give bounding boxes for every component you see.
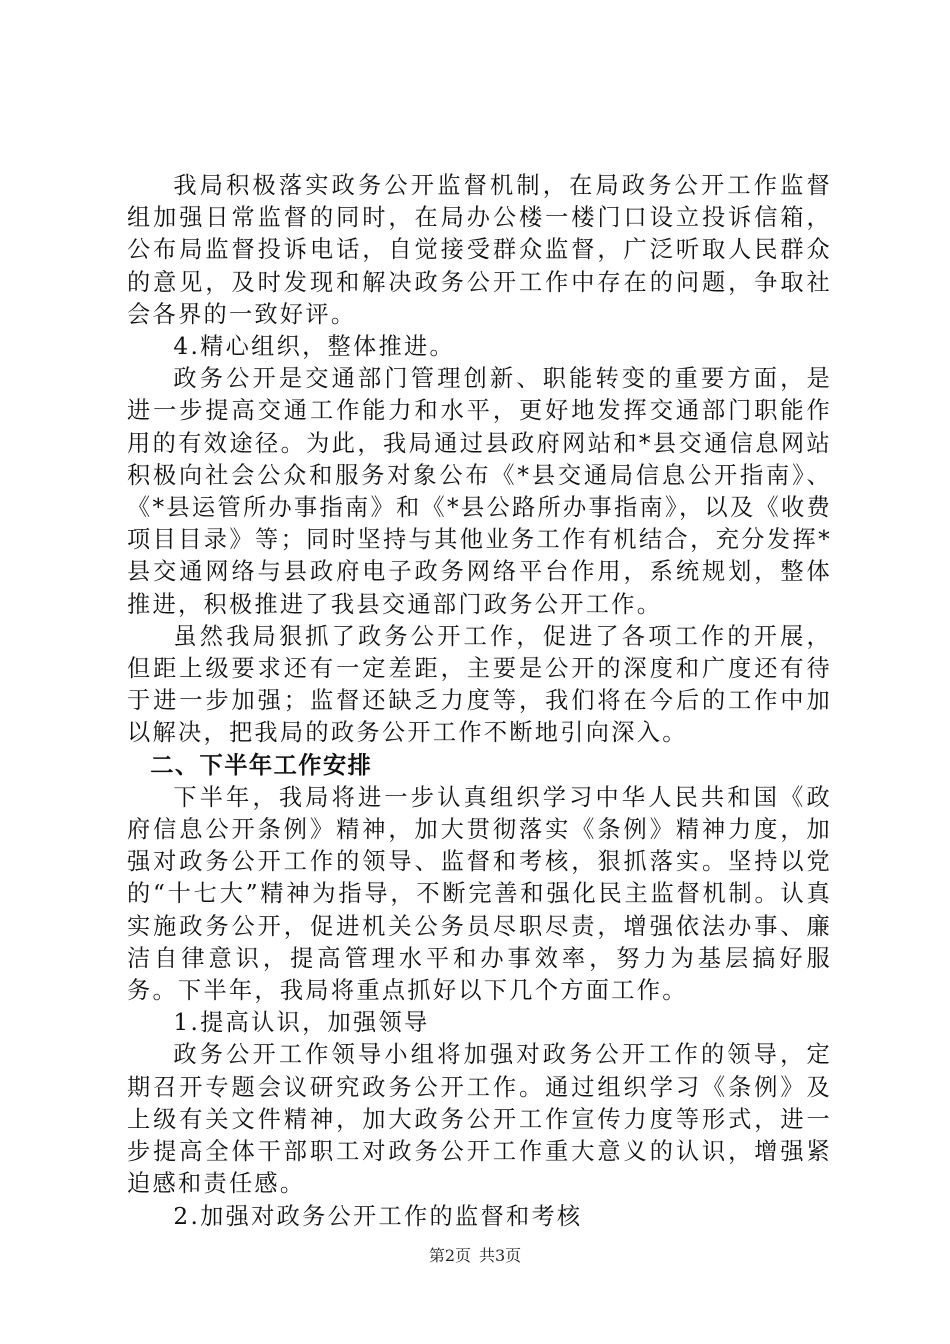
paragraph-item-1-title: 1.提高认识，加强领导	[173, 1009, 430, 1037]
section-heading-second-half-plan: 二、下半年工作安排	[150, 751, 373, 779]
paragraph-second-half-overview: 下半年，我局将进一步认真组织学习中华人民共和国《政府信息公开条例》精神，加大贯彻落实《条例》精神力度，加强对政务公开工作的领导、监督和考核，狠抓落实。坚持以党的“十七大”精神为指导，不断完善和强化民主监督机制。认真实施政务公开，促进机关公务员尽职尽责，增强依法办事、廉洁自律意识，提高管理水平和办事效率，努力为基层搞好服务。下半年，我局将重点抓好以下几个方面工作。	[127, 783, 832, 1005]
paragraph-item-4-title: 4.精心组织，整体推进。	[173, 333, 455, 361]
paragraph-shortcomings: 虽然我局狠抓了政务公开工作，促进了各项工作的开展，但距上级要求还有一定差距，主要是公开的深度和广度还有待于进一步加强；监督还缺乏力度等，我们将在今后的工作中加以解决，把我局的政务公开工作不断地引向深入。	[127, 622, 832, 747]
page-number: 第2页	[428, 1246, 471, 1265]
page-total: 共3页	[479, 1246, 522, 1265]
paragraph-supervision-mechanism: 我局积极落实政务公开监督机制，在局政务公开工作监督组加强日常监督的同时，在局办公楼一楼门口设立投诉信箱，公布局监督投诉电话，自觉接受群众监督，广泛听取人民群众的意见，及时发现和解决政务公开工作中存在的问题，争取社会各界的一致好评。	[127, 172, 832, 328]
page-footer	[0, 1246, 950, 1266]
document-body	[127, 170, 832, 1233]
paragraph-item-2-title: 2.加强对政务公开工作的监督和考核	[173, 1202, 583, 1230]
paragraph-leadership: 政务公开工作领导小组将加强对政务公开工作的领导，定期召开专题会议研究政务公开工作。通过组织学习《条例》及上级有关文件精神，加大政务公开工作宣传力度等形式，进一步提高全体干部职工对政务公开工作重大意义的认识，增强紧迫感和责任感。	[127, 1041, 832, 1198]
paragraph-open-government-importance: 政务公开是交通部门管理创新、职能转变的重要方面，是进一步提高交通工作能力和水平，更好地发挥交通部门职能作用的有效途径。为此，我局通过县政府网站和*县交通信息网站积极向社会公众和服务对象公布《*县交通局信息公开指南》、《*县运管所办事指南》和《*县公路所办事指南》，以及《收费项目目录》等；同时坚持与其他业务工作有机结合，充分发挥*县交通网络与县政府电子政务网络平台作用，系统规划，整体推进，积极推进了我县交通部门政务公开工作。	[127, 365, 832, 618]
